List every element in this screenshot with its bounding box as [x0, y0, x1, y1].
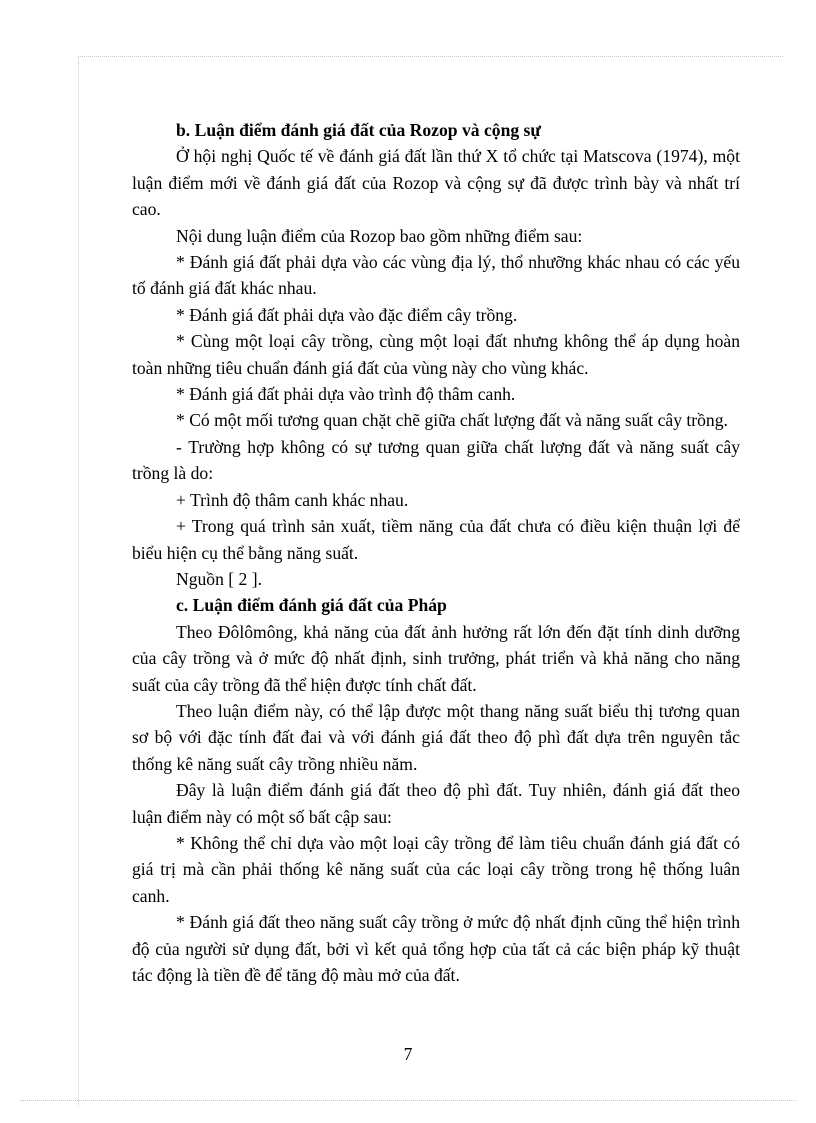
- document-body: [132, 117, 740, 988]
- section-b-paragraph: + Trong quá trình sản xuất, tiềm năng của đất chưa có điều kiện thuận lợi để biểu hiện cụ thể bằng năng suất.: [132, 516, 740, 563]
- section-c-paragraph: Theo Đôlômông, khả năng của đất ảnh hưởng rất lớn đến đặt tính dinh dưỡng của cây trồng và ở mức độ nhất định, sinh trưởng, phát triển và khả năng cho năng suất của cây trồng đã thể hiện được tính chất đất.: [132, 621, 740, 695]
- section-b-paragraph: * Đánh giá đất phải dựa vào trình độ thâm canh.: [176, 384, 516, 405]
- section-c-paragraph: * Không thể chỉ dựa vào một loại cây trồng để làm tiêu chuẩn đánh giá đất có giá trị mà cần phải thống kê năng suất của các loại cây trồng trong hệ thống luân canh.: [132, 832, 740, 906]
- section-b-paragraph: * Đánh giá đất phải dựa vào đặc điểm cây trồng.: [176, 304, 518, 325]
- section-c-heading: c. Luận điểm đánh giá đất của Pháp: [176, 595, 447, 616]
- section-b-paragraph: Nội dung luận điểm của Rozop bao gồm những điểm sau:: [176, 225, 583, 246]
- footer-divider: [20, 1100, 796, 1101]
- section-c-paragraph: * Đánh giá đất theo năng suất cây trồng ở mức độ nhất định cũng thể hiện trình độ của người sử dụng đất, bởi vì kết quả tổng hợp của tất cả các biện pháp kỹ thuật tác động là tiền đề để tăng độ màu mở của đất.: [132, 912, 740, 985]
- section-b-paragraph: * Cùng một loại cây trồng, cùng một loại đất nhưng không thể áp dụng hoàn toàn những tiêu chuẩn đánh giá đất của vùng này cho vùng khác.: [132, 331, 740, 378]
- section-b-heading: b. Luận điểm đánh giá đất của Rozop và cộng sự: [176, 120, 541, 140]
- section-c-paragraph: Đây là luận điểm đánh giá đất theo độ phì đất. Tuy nhiên, đánh giá đất theo luận điểm này có một số bất cập sau:: [132, 780, 740, 827]
- section-b-source: Nguồn [ 2 ].: [176, 568, 263, 589]
- section-b-paragraph: * Có một mối tương quan chặt chẽ giữa chất lượng đất và năng suất cây trồng.: [176, 410, 728, 431]
- page-number: 7: [403, 1044, 413, 1064]
- section-b-paragraph: + Trình độ thâm canh khác nhau.: [176, 489, 409, 510]
- section-b-paragraph: - Trường hợp không có sự tương quan giữa chất lượng đất và năng suất cây trồng là do:: [132, 436, 740, 484]
- section-b-paragraph: Ở hội nghị Quốc tế về đánh giá đất lần thứ X tổ chức tại Matscova (1974), một luận điểm mới về đánh giá đất của Rozop và cộng sự đã được trình bày và nhất trí cao.: [132, 146, 740, 220]
- section-b-paragraph: * Đánh giá đất phải dựa vào các vùng địa lý, thổ nhưỡng khác nhau có các yếu tố đánh giá đất khác nhau.: [132, 252, 740, 299]
- section-c-paragraph: Theo luận điểm này, có thể lập được một thang năng suất biểu thị tương quan sơ bộ với đặc tính đất đai và với đánh giá đất theo độ phì đất dựa trên nguyên tắc thống kê năng suất cây trồng nhiều năm.: [132, 700, 740, 774]
